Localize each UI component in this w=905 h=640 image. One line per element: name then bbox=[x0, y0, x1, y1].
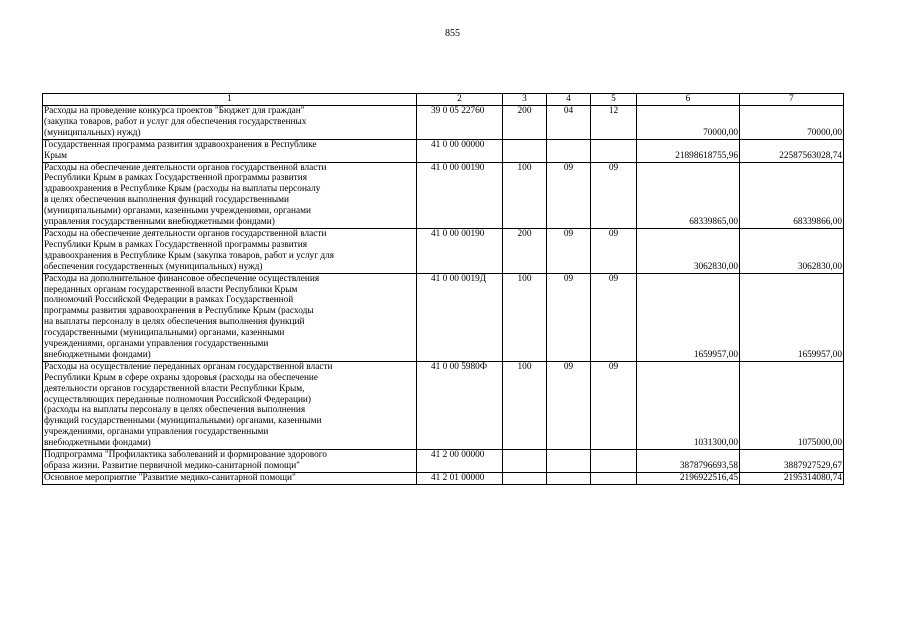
row-sum-2: 68339866,00 bbox=[740, 162, 844, 228]
row-code: 41 0 00 0019Д bbox=[417, 273, 503, 361]
row-vr bbox=[503, 139, 547, 162]
row-name: Государственная программа развития здравоохранения в Республике Крым bbox=[43, 139, 417, 162]
row-vr: 200 bbox=[503, 228, 547, 273]
page-number: 855 bbox=[445, 28, 460, 39]
table-row bbox=[43, 472, 844, 484]
row-pr: 09 bbox=[591, 273, 637, 361]
budget-table bbox=[42, 93, 844, 485]
row-code: 39 0 05 22760 bbox=[417, 106, 503, 140]
header-row bbox=[43, 94, 844, 106]
row-sum-1: 2196922516,45 bbox=[637, 472, 740, 484]
row-name: Расходы на обеспечение деятельности органов государственной власти Республики Крым в рамках Государственной программы развития здравоохранения в Республике Крым (закупка товаров, работ и услуг для обеспечения государственных (муниципальных) нужд) bbox=[43, 228, 417, 273]
row-vr: 100 bbox=[503, 162, 547, 228]
row-pr bbox=[591, 139, 637, 162]
row-pr bbox=[591, 450, 637, 473]
row-name: Основное мероприятие "Развитие медико-санитарной помощи" bbox=[43, 472, 417, 484]
header-cell: 6 bbox=[637, 94, 740, 106]
row-name: Подпрограмма "Профилактика заболеваний и формирование здорового образа жизни. Развитие первичной медико-санитарной помощи" bbox=[43, 450, 417, 473]
row-pr: 12 bbox=[591, 106, 637, 140]
row-code: 41 0 00 00190 bbox=[417, 162, 503, 228]
row-sum-2: 70000,00 bbox=[740, 106, 844, 140]
row-name: Расходы на дополнительное финансовое обеспечение осуществления переданных органам государственной власти Республики Крым полномочий Российской Федерации в рамках Государственной программы развития здравоохранения в Республике Крым (расходы на выплаты персоналу в целях обеспечения выполнения функций государственными (муниципальными) органами, казенными учреждениями, органами управления государственными внебюджетными фондами) bbox=[43, 273, 417, 361]
row-name: Расходы на проведение конкурса проектов "Бюджет для граждан" (закупка товаров, работ и услуг для обеспечения государственных (муниципальных) нужд) bbox=[43, 106, 417, 140]
row-code: 41 0 00 5980Ф bbox=[417, 361, 503, 449]
row-vr: 100 bbox=[503, 273, 547, 361]
row-pr: 09 bbox=[591, 361, 637, 449]
row-sum-2: 22587563028,74 bbox=[740, 139, 844, 162]
row-sum-2: 3887927529,67 bbox=[740, 450, 844, 473]
row-vr bbox=[503, 472, 547, 484]
row-rz bbox=[547, 450, 591, 473]
row-sum-1: 1659957,00 bbox=[637, 273, 740, 361]
row-sum-2: 1659957,00 bbox=[740, 273, 844, 361]
row-code: 41 0 00 00190 bbox=[417, 228, 503, 273]
row-name: Расходы на осуществление переданных органам государственной власти Республики Крым в сфере охраны здоровья (расходы на обеспечение деятельности органов государственной власти Республики Крым, осуществляющих переданные полномочия Российской Федерации) (расходы на выплаты персоналу в целях обеспечения выполнения функций государственными (муниципальными) органами, казенными учреждениями, органами управления государственными внебюджетными фондами) bbox=[43, 361, 417, 449]
row-vr bbox=[503, 450, 547, 473]
table-row bbox=[43, 228, 844, 273]
row-sum-1: 21898618755,96 bbox=[637, 139, 740, 162]
row-code: 41 2 01 00000 bbox=[417, 472, 503, 484]
row-pr bbox=[591, 472, 637, 484]
table-row bbox=[43, 139, 844, 162]
header-cell: 7 bbox=[740, 94, 844, 106]
row-rz bbox=[547, 472, 591, 484]
table-row bbox=[43, 106, 844, 140]
row-rz: 09 bbox=[547, 361, 591, 449]
table-row bbox=[43, 273, 844, 361]
row-code: 41 0 00 00000 bbox=[417, 139, 503, 162]
table-row bbox=[43, 450, 844, 473]
header-cell: 3 bbox=[503, 94, 547, 106]
row-rz: 09 bbox=[547, 228, 591, 273]
row-sum-2: 2195314080,74 bbox=[740, 472, 844, 484]
row-rz: 09 bbox=[547, 162, 591, 228]
row-rz: 04 bbox=[547, 106, 591, 140]
row-pr: 09 bbox=[591, 162, 637, 228]
row-code: 41 2 00 00000 bbox=[417, 450, 503, 473]
row-sum-1: 70000,00 bbox=[637, 106, 740, 140]
row-sum-1: 3878796693,58 bbox=[637, 450, 740, 473]
row-pr: 09 bbox=[591, 228, 637, 273]
row-sum-2: 3062830,00 bbox=[740, 228, 844, 273]
header-cell: 2 bbox=[417, 94, 503, 106]
row-name: Расходы на обеспечение деятельности органов государственной власти Республики Крым в рамках Государственной программы развития здравоохранения в Республике Крым (расходы на выплаты персоналу в целях обеспечения выполнения функций государственными (муниципальными) органами, казенными учреждениями, органами управления государственными внебюджетными фондами) bbox=[43, 162, 417, 228]
row-vr: 200 bbox=[503, 106, 547, 140]
row-sum-1: 3062830,00 bbox=[637, 228, 740, 273]
header-cell: 5 bbox=[591, 94, 637, 106]
row-rz bbox=[547, 139, 591, 162]
table-row bbox=[43, 162, 844, 228]
header-cell: 4 bbox=[547, 94, 591, 106]
row-sum-1: 68339865,00 bbox=[637, 162, 740, 228]
row-rz: 09 bbox=[547, 273, 591, 361]
header-cell: 1 bbox=[43, 94, 417, 106]
row-vr: 100 bbox=[503, 361, 547, 449]
row-sum-2: 1075000,00 bbox=[740, 361, 844, 449]
row-sum-1: 1031300,00 bbox=[637, 361, 740, 449]
table-row bbox=[43, 361, 844, 449]
